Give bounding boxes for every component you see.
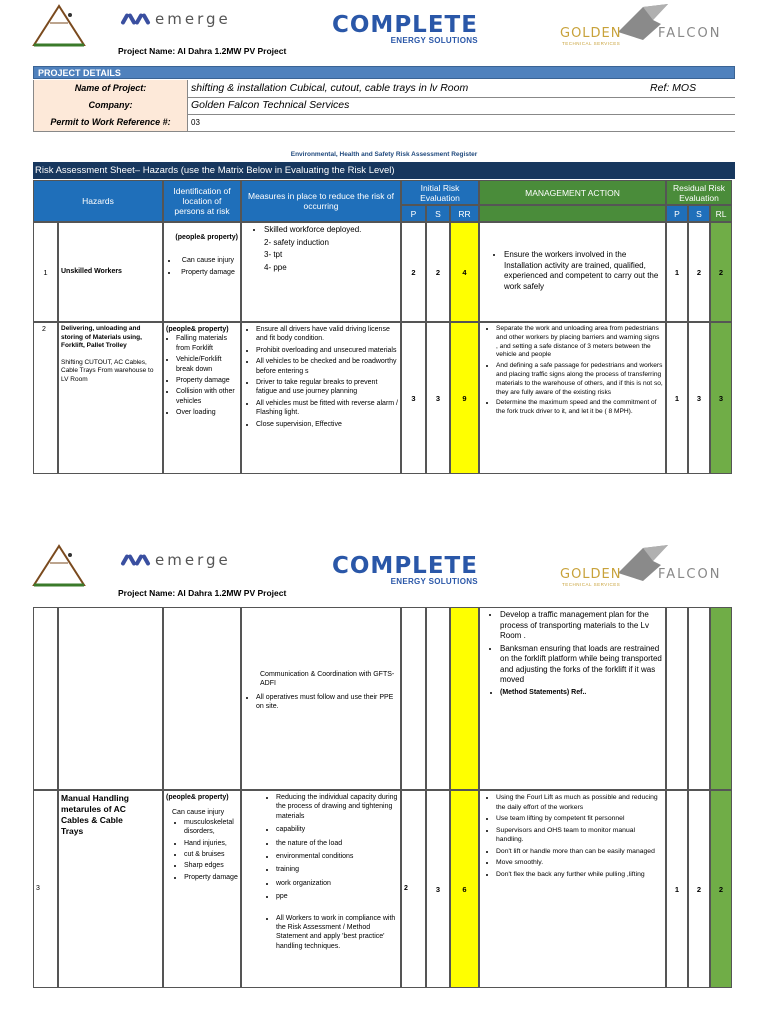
row3-number-text: 3 [36, 885, 40, 893]
row3-initial-p [401, 790, 426, 988]
row1-number: 1 [33, 222, 58, 322]
row2-management [479, 322, 666, 474]
row3-measure: • Reducing the individual capacity during the process of drawing and tightening materials [276, 793, 398, 821]
row3-location-intro: Can cause injury [172, 809, 225, 817]
golden-word: GOLDEN [560, 567, 622, 582]
cont-management-item: • Develop a traffic management plan for the process of transporting materials to the Lv Room . [500, 610, 663, 642]
row3-measure: • the nature of the load [276, 839, 398, 848]
row3-hazard: Manual Handling metarules of AC Cables & Cable Trays [58, 790, 163, 988]
cont-number [33, 607, 58, 790]
row3-measure: • training [276, 865, 398, 874]
row1-initial-p: 2 [401, 222, 426, 322]
row2-measure: • All vehicles must be fitted with reverse alarm / Flashing light. [256, 399, 398, 418]
project-ref: Ref: MOS [650, 82, 697, 94]
row2-location-title: (people& property) [166, 326, 229, 333]
row3-measure: • capability [276, 825, 398, 834]
row2-location-item: • Vehicle/Forklift break down [176, 355, 238, 374]
project-name-value: shifting & installation Cubical, cutout, cable trays in lv Room [191, 82, 469, 94]
management-subheader [479, 205, 666, 222]
row3-management [479, 790, 666, 988]
emerge-wordmark: emerge [155, 10, 231, 28]
project-name: Project Name: Al Dahra 1.2MW PV Project [118, 46, 287, 56]
emerge-logo [123, 551, 231, 569]
hazards-header: Hazards [33, 180, 163, 222]
row2-residual-rl: 3 [710, 322, 732, 474]
row3-management-item: • Don't lift or handle more than can be easily managed [496, 847, 663, 857]
location-header: Identification of location of persons at risk [163, 180, 241, 222]
row2-residual-s: 3 [688, 322, 710, 474]
row3-initial-rr: 6 [450, 790, 479, 988]
cont-initial-rr [450, 607, 479, 790]
row3-residual-p: 1 [666, 790, 688, 988]
row2-initial-s: 3 [426, 322, 450, 474]
management-header: MANAGEMENT ACTION [479, 180, 666, 205]
row2-location-item: • Over loading [176, 408, 238, 417]
row2-location-item: • Collision with other vehicles [176, 387, 238, 406]
row2-management-item: • And defining a safe passage for pedestrians and workers and placing traffic signs along the process of transferring materials to the warehouse of others, and if this is not so, they are fully aware of the existing risks [496, 362, 663, 397]
permit-value: 03 [191, 118, 200, 127]
row3-management-item: • Move smoothly. [496, 858, 663, 868]
row1-location-item: • Property damage [178, 268, 238, 277]
residual-s-header: S [688, 205, 710, 222]
measures-header: Measures in place to reduce the risk of occurring [241, 180, 401, 222]
row3-residual-rl: 2 [710, 790, 732, 988]
row2-measure: • Close supervision, Effective [256, 420, 398, 429]
row3-management-item: • Use team lifting by competent fit personnel [496, 814, 663, 824]
row3-location-item: • Sharp edges [184, 861, 238, 870]
row1-initial-s: 2 [426, 222, 450, 322]
initial-risk-header: Initial Risk Evaluation [401, 180, 479, 205]
row2-hazard-sub: Shifting CUTOUT, AC Cables, Cable Trays From warehouse to LV Room [61, 358, 154, 383]
row2-measure: • Driver to take regular breaks to prevent fatigue and use journey planning [256, 378, 398, 397]
row1-initial-rr: 4 [450, 222, 479, 322]
cont-management [479, 607, 666, 790]
row1-hazard [58, 222, 163, 322]
row1-hazard-text: Unskilled Workers [61, 268, 122, 276]
initial-p-header: P [401, 205, 426, 222]
residual-rl-header: RL [710, 205, 732, 222]
row2-residual-p: 1 [666, 322, 688, 474]
row3-initial-s: 3 [426, 790, 450, 988]
project-name: Project Name: Al Dahra 1.2MW PV Project [118, 588, 287, 598]
residual-p-header: P [666, 205, 688, 222]
cont-residual-s [688, 607, 710, 790]
row2-measure: • Prohibit overloading and unsecured materials [256, 346, 398, 355]
project-row-permit [33, 114, 735, 132]
golden-subtitle: TECHNICAL SERVICES [562, 582, 621, 587]
cont-measures [241, 607, 401, 790]
cont-initial-p [401, 607, 426, 790]
register-title: Environmental, Health and Safety Risk Assessment Register [290, 151, 478, 158]
row1-residual-rl: 2 [710, 222, 732, 322]
complete-subtitle: ENERGY SOLUTIONS [390, 36, 478, 45]
row2-location-item: • Property damage [176, 376, 238, 385]
cont-hazard [58, 607, 163, 790]
row3-management-item: • Using the Fourl Lift as much as possible and reducing the daily effort of the workers [496, 793, 663, 812]
cont-initial-s [426, 607, 450, 790]
row1-management [479, 222, 666, 322]
row2-location-item: • Falling materials from Forklift [176, 334, 238, 353]
initial-rr-header: RR [450, 205, 479, 222]
row2-initial-p: 3 [401, 322, 426, 474]
project-name-label: Name of Project: [33, 80, 188, 97]
complete-subtitle: ENERGY SOLUTIONS [390, 577, 478, 586]
row1-measure: 2- safety induction [264, 237, 329, 247]
tower-logo [30, 3, 88, 47]
cont-management-item: • Banksman ensuring that loads are restrained on the forklift platform while being transported and adjusting the forks of the forklift if it was moved [500, 644, 663, 686]
golden-word: GOLDEN [560, 26, 622, 41]
row1-management-item: • Ensure the workers involved in the Installation activity are trained, qualified, experienced and competent to carry out the work safely [504, 250, 663, 292]
emerge-logo [123, 10, 231, 28]
row1-location-item: • Can cause injury [178, 256, 238, 265]
row3-location-item: • Hand injuries, [184, 839, 238, 848]
row3-measure: • environmental conditions [276, 852, 398, 861]
golden-falcon-logo [558, 2, 736, 46]
row3-measures [241, 790, 401, 988]
row3-management-item: • Don't flex the back any further while pulling ,lifting [496, 870, 663, 880]
row1-residual-p: 1 [666, 222, 688, 322]
emerge-wordmark: emerge [155, 551, 231, 569]
row3-initial-p-text: 2 [404, 885, 408, 893]
row3-location-item: • musculoskeletal disorders, [184, 818, 238, 837]
row2-management-item: • Determine the maximum speed and the commitment of the fork truck driver to it, and let it be ( 8 MPH). [496, 399, 663, 417]
project-details-heading: PROJECT DETAILS [33, 66, 735, 79]
company-value: Golden Falcon Technical Services [191, 99, 350, 111]
row1-measures [241, 222, 401, 322]
cont-location [163, 607, 241, 790]
row3-measure: • All Workers to work in compliance with the Risk Assessment / Method Statement and apply 'best practice' handling techniques. [276, 914, 398, 952]
falcon-word: FALCON [658, 567, 722, 582]
cont-measure-text: Communication & Coordination with GFTS-ADFI [260, 671, 395, 688]
row3-location-title: (people& property) [166, 794, 229, 801]
project-row-name [33, 80, 735, 98]
cont-measure-item: • All operatives must follow and use their PPE on site. [256, 693, 398, 712]
emerge-icon [123, 553, 149, 567]
row3-measure: • ppe [276, 892, 398, 901]
permit-label: Permit to Work Reference #: [33, 114, 188, 131]
initial-s-header: S [426, 205, 450, 222]
row1-measure: 4- ppe [264, 262, 287, 272]
row2-measure: • All vehicles to be checked and be roadworthy before entering s [256, 357, 398, 376]
row2-measures [241, 322, 401, 474]
row2-initial-rr: 9 [450, 322, 479, 474]
cont-residual-p [666, 607, 688, 790]
risk-table-title: Risk Assessment Sheet– Hazards (use the Matrix Below in Evaluating the Risk Level) [33, 162, 735, 179]
row2-hazard [58, 322, 163, 474]
complete-logo [332, 14, 478, 45]
row2-location [163, 322, 241, 474]
row1-measure: • Skilled workforce deployed. [264, 225, 398, 236]
row3-measure: • work organization [276, 879, 398, 888]
row2-number: 2 [33, 322, 58, 474]
emerge-icon [123, 12, 149, 26]
row3-location-item: • cut & bruises [184, 850, 238, 859]
row1-residual-s: 2 [688, 222, 710, 322]
row1-location-title: (people& property) [175, 234, 238, 241]
tower-logo [30, 543, 88, 587]
row3-management-item: • Supervisors and OHS team to monitor manual handling. [496, 826, 663, 845]
cont-residual-rl [710, 607, 732, 790]
residual-risk-header: Residual Risk Evaluation [666, 180, 732, 205]
falcon-word: FALCON [658, 26, 722, 41]
golden-falcon-logo [558, 543, 736, 587]
project-row-company [33, 97, 735, 115]
company-label: Company: [33, 97, 188, 114]
row1-measure: 3- tpt [264, 250, 283, 259]
row2-measure: • Ensure all drivers have valid driving license and fit body condition. [256, 325, 398, 344]
cont-management-item: • (Method Statements) Ref.. [500, 688, 663, 699]
complete-wordmark: COMPLETE [332, 553, 478, 579]
row2-hazard-text: Delivering, unloading and storing of Materials using, Forklift, Pallet Trolley [61, 325, 142, 349]
row2-management-item: • Separate the work and unloading area from pedestrians and other workers by placing barriers and warning signs , and setting a safe distance of 3 meters between the vehicle and people [496, 325, 663, 360]
row1-location [163, 222, 241, 322]
complete-wordmark: COMPLETE [332, 12, 478, 38]
row3-location-item: • Property damage [184, 873, 238, 882]
complete-logo [332, 555, 478, 586]
row3-number [33, 790, 58, 988]
row3-residual-s: 2 [688, 790, 710, 988]
golden-subtitle: TECHNICAL SERVICES [562, 41, 621, 46]
row3-location [163, 790, 241, 988]
